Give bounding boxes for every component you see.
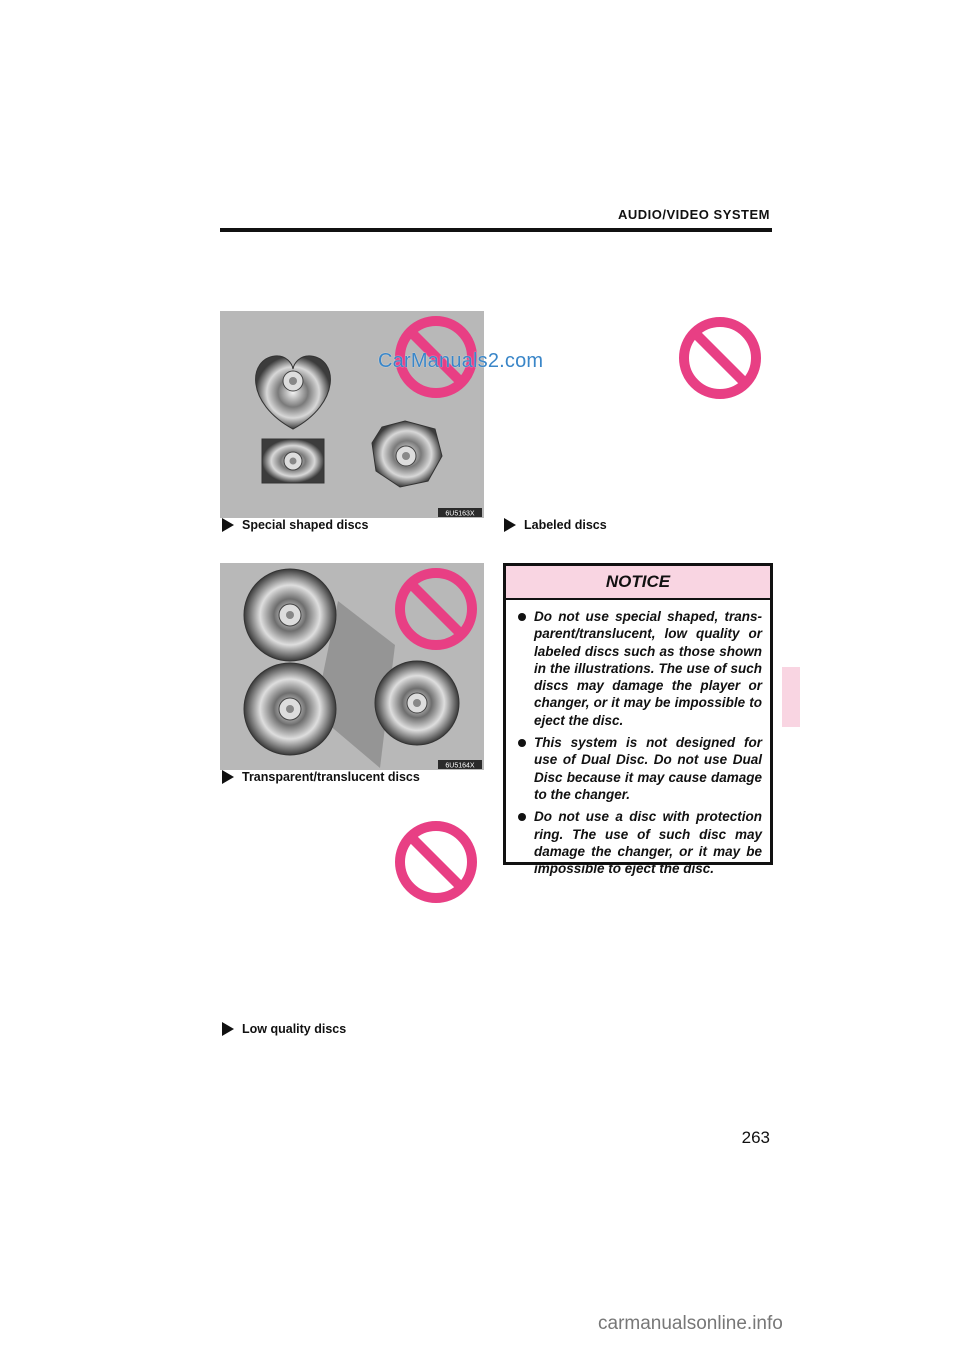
triangle-right-icon	[222, 1022, 234, 1036]
caption-text: Low quality discs	[242, 1022, 347, 1036]
triangle-right-icon	[222, 518, 234, 532]
notice-list	[506, 600, 770, 877]
notice-box	[503, 563, 773, 877]
caption-text: Labeled discs	[524, 518, 607, 532]
triangle-right-icon	[504, 518, 516, 532]
header-divider	[220, 228, 772, 232]
prohibition-icon	[678, 316, 762, 400]
watermark: CarManuals2.com	[378, 350, 544, 372]
heart-disc	[256, 356, 331, 429]
caption-text: Special shaped discs	[242, 518, 369, 532]
prohibition-icon	[394, 820, 478, 904]
bullet-icon	[518, 813, 526, 821]
notice-item-text: Do not use a disc with protection ring. The use of such disc may damage the changer, or it may be impossible to eject the disc.	[534, 809, 762, 877]
figure-caption	[504, 518, 607, 532]
bullet-icon	[518, 739, 526, 747]
notice-item-text: This system is not designed for use of Dual Disc. Do not use Dual Disc because it may cause damage to the changer.	[534, 735, 762, 802]
figure-caption	[222, 770, 420, 784]
prohibition-icon	[400, 573, 472, 645]
figure-caption	[222, 1022, 346, 1036]
section-title: AUDIO/VIDEO SYSTEM	[617, 207, 770, 222]
notice-title: NOTICE	[506, 566, 770, 600]
notice-item-text: Do not use special shaped, trans-parent/translucent, low quality or labeled discs such as those shown in the illustrations. The use of such discs may damage the player or changer, or it may be impossible to eject the disc.	[534, 609, 762, 728]
figure-code: 6U5164X	[445, 762, 475, 770]
special-shaped-discs-illustration	[220, 311, 484, 518]
figure-caption	[222, 518, 368, 532]
page-number: 263	[741, 1128, 770, 1147]
notice-item	[518, 734, 762, 803]
notice-item	[518, 808, 762, 877]
triangle-right-icon	[222, 770, 234, 784]
transparent-discs-illustration	[220, 563, 484, 770]
bullet-icon	[518, 613, 526, 621]
notice-item	[518, 608, 762, 729]
figure-code: 6U5163X	[445, 510, 475, 518]
footer-watermark: carmanualsonline.info	[598, 1313, 783, 1334]
section-tab	[782, 667, 800, 727]
caption-text: Transparent/translucent discs	[242, 770, 420, 784]
